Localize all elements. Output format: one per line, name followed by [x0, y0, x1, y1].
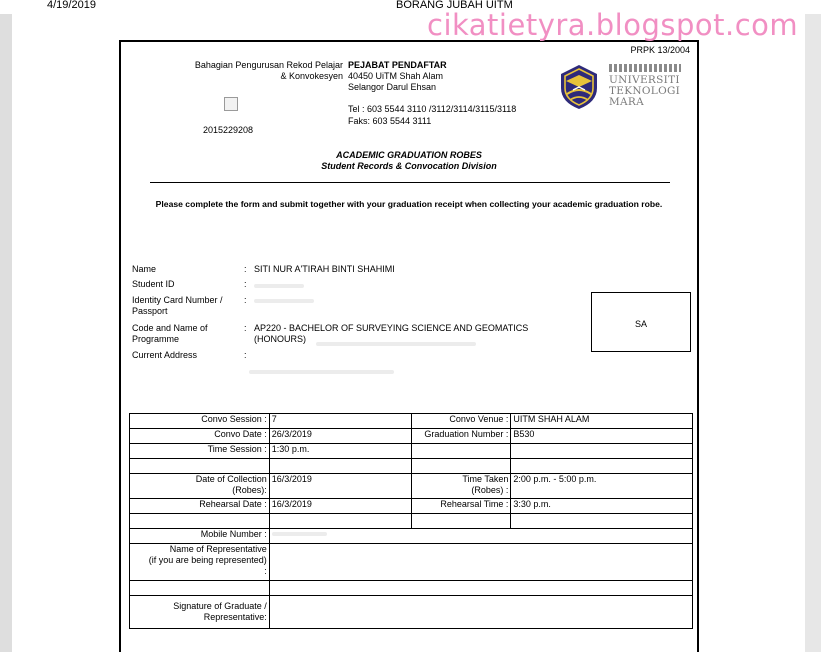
programme-label-1: Code and Name of	[132, 323, 208, 333]
representative-label-3: :	[264, 566, 267, 576]
representative-label-1: Name of Representative	[169, 544, 267, 554]
name-value: SITI NUR A'TIRAH BINTI SHAHIMI	[254, 264, 395, 274]
date-collection-value: 16/3/2019	[269, 474, 411, 499]
jawi-script-decoration	[609, 64, 681, 72]
table-row	[130, 499, 693, 514]
student-id-colon: :	[244, 279, 247, 289]
table-row	[130, 529, 693, 544]
redacted-ic	[254, 299, 314, 303]
vertical-scrollbar[interactable]	[805, 14, 821, 652]
address-line-2: Selangor Darul Ehsan	[348, 82, 437, 92]
date-collection-label	[130, 474, 270, 499]
name-label: Name	[132, 264, 157, 274]
rehearsal-time-label: Rehearsal Time :	[411, 499, 511, 514]
date-collection-label-2: (Robes):	[232, 485, 267, 495]
programme-colon: :	[244, 323, 247, 333]
rehearsal-date-value: 16/3/2019	[269, 499, 411, 514]
time-taken-label-1: Time Taken	[462, 474, 509, 484]
division-left-2: & Konvokesyen	[280, 71, 343, 81]
representative-label-2: (if you are being represented)	[148, 555, 267, 565]
empty-cell	[130, 581, 270, 596]
print-date: 4/19/2019	[47, 0, 96, 11]
telephone: Tel : 603 5544 3110 /3112/3114/3115/3118	[348, 104, 517, 114]
signature-label-2: Representative:	[203, 612, 267, 622]
print-title: BORANG JUBAH UITM	[396, 0, 513, 11]
representative-label	[130, 544, 270, 581]
broken-image-icon	[224, 97, 238, 111]
name-colon: :	[244, 264, 247, 274]
blog-watermark: cikatietyra.blogspot.com	[427, 8, 799, 42]
fax: Faks: 603 5544 3111	[348, 116, 432, 126]
signature-label-1: Signature of Graduate /	[173, 601, 267, 611]
programme-label-2: Programme	[132, 334, 180, 344]
time-taken-label	[411, 474, 511, 499]
mobile-number-label: Mobile Number :	[130, 529, 270, 544]
graduation-number-label: Graduation Number :	[411, 429, 511, 444]
empty-cell	[269, 459, 411, 474]
form-page	[119, 40, 699, 652]
photo-box	[591, 292, 691, 352]
table-row	[130, 444, 693, 459]
logo-line-3: MARA	[609, 96, 645, 108]
photo-label: SA	[634, 319, 647, 329]
time-session-label: Time Session :	[130, 444, 270, 459]
signature-value	[269, 596, 692, 629]
time-taken-value: 2:00 p.m. - 5:00 p.m.	[511, 474, 693, 499]
time-session-value: 1:30 p.m.	[269, 444, 411, 459]
address-label: Current Address	[132, 350, 198, 360]
programme-value-2: (HONOURS)	[254, 334, 306, 344]
empty-cell	[411, 514, 511, 529]
graduation-number-value: B530	[511, 429, 693, 444]
ic-colon: :	[244, 295, 247, 305]
signature-label	[130, 596, 270, 629]
programme-value-1: AP220 - BACHELOR OF SURVEYING SCIENCE AND GEOMATICS	[254, 323, 529, 333]
table-row	[130, 514, 693, 529]
empty-cell	[511, 444, 693, 459]
redacted-programme-detail	[316, 342, 476, 346]
address-line-1: 40450 UiTM Shah Alam	[348, 71, 444, 81]
empty-cell	[511, 514, 693, 529]
convo-date-value: 26/3/2019	[269, 429, 411, 444]
office-title: PEJABAT PENDAFTAR	[348, 60, 447, 70]
convo-session-label: Convo Session :	[130, 414, 270, 429]
table-row	[130, 429, 693, 444]
table-row	[130, 544, 693, 581]
redacted-mobile	[272, 532, 327, 536]
divider	[150, 182, 670, 183]
table-row	[130, 581, 693, 596]
logo-line-2: TEKNOLOGI	[609, 85, 681, 97]
logo-line-1: UNIVERSITI	[609, 74, 680, 86]
ic-label-1: Identity Card Number /	[132, 295, 223, 305]
rehearsal-date-label: Rehearsal Date :	[130, 499, 270, 514]
convo-venue-value: UITM SHAH ALAM	[511, 414, 693, 429]
representative-value	[269, 544, 692, 581]
crest-icon	[557, 64, 601, 110]
convo-venue-label: Convo Venue :	[411, 414, 511, 429]
table-row	[130, 596, 693, 629]
empty-cell	[269, 514, 411, 529]
empty-cell	[269, 581, 692, 596]
redacted-student-id	[254, 284, 304, 288]
convocation-table	[129, 413, 693, 629]
convo-session-value: 7	[269, 414, 411, 429]
uitm-logo	[557, 62, 687, 114]
mobile-number-value	[269, 529, 692, 544]
ic-label-2: Passport	[132, 306, 168, 316]
empty-cell	[411, 444, 511, 459]
empty-cell	[130, 514, 270, 529]
heading-2: Student Records & Convocation Division	[321, 161, 497, 171]
rehearsal-time-value: 3:30 p.m.	[511, 499, 693, 514]
address-colon: :	[244, 350, 247, 360]
heading-1: ACADEMIC GRADUATION ROBES	[336, 150, 482, 160]
date-collection-label-1: Date of Collection	[195, 474, 267, 484]
empty-cell	[411, 459, 511, 474]
table-row	[130, 474, 693, 499]
reference-number: 2015229208	[203, 125, 254, 135]
logo-wordmark	[609, 64, 681, 108]
form-code: PRPK 13/2004	[630, 45, 690, 55]
table-row	[130, 414, 693, 429]
convo-date-label: Convo Date :	[130, 429, 270, 444]
instruction-text: Please complete the form and submit together with your graduation receipt when collecting your academic graduation robe.	[155, 199, 663, 209]
time-taken-label-2: (Robes) :	[471, 485, 509, 495]
student-id-label: Student ID	[132, 279, 175, 289]
empty-cell	[130, 459, 270, 474]
empty-cell	[511, 459, 693, 474]
table-row	[130, 459, 693, 474]
redacted-address	[249, 370, 394, 374]
division-left-1: Bahagian Pengurusan Rekod Pelajar	[194, 60, 343, 70]
